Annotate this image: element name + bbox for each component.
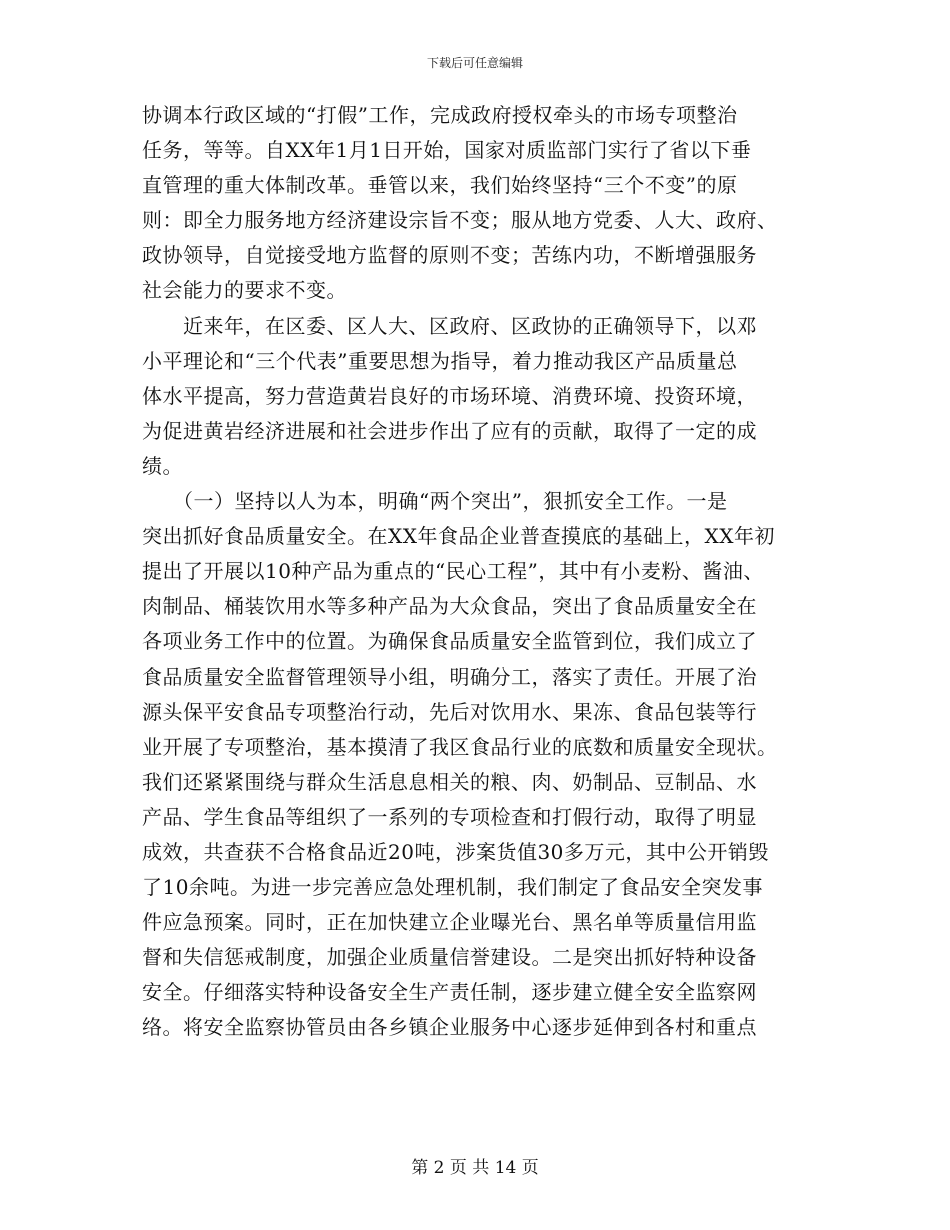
body-line: （一）坚持以人为本，明确“两个突出”，狠抓安全工作。一是 xyxy=(142,489,728,514)
body-line: 源头保平安食品专项整治行动，先后对饮用水、果冻、食品包装等行 xyxy=(142,699,757,724)
body-line: 安全。仔细落实特种设备安全生产责任制，逐步建立健全安全监察网 xyxy=(142,980,757,1005)
body-line: 成效，共查获不合格食品近20吨，涉案货值30多万元，其中公开销毁 xyxy=(142,839,769,864)
body-line: 了10余吨。为进一步完善应急处理机制，我们制定了食品安全突发事 xyxy=(142,875,763,900)
body-line: 食品质量安全监督管理领导小组，明确分工，落实了责任。开展了治 xyxy=(142,664,757,689)
body-line: 小平理论和“三个代表”重要思想为指导，着力推动我区产品质量总 xyxy=(142,348,738,373)
body-line: 社会能力的要求不变。 xyxy=(142,278,347,303)
body-line: 直管理的重大体制改革。垂管以来，我们始终坚持“三个不变”的原 xyxy=(142,173,738,198)
body-line: 突出抓好食品质量安全。在XX年食品企业普查摸底的基础上，XX年初 xyxy=(142,524,775,549)
body-line: 体水平提高，努力营造黄岩良好的市场环境、消费环境、投资环境， xyxy=(142,383,757,408)
body-line: 近来年，在区委、区人大、区政府、区政协的正确领导下，以邓 xyxy=(142,313,757,338)
body-line: 协调本行政区域的“打假”工作，完成政府授权牵头的市场专项整治 xyxy=(142,103,738,127)
body-line: 政协领导，自觉接受地方监督的原则不变；苦练内功，不断增强服务 xyxy=(142,243,757,268)
body-line: 则：即全力服务地方经济建设宗旨不变；服从地方党委、人大、政府、 xyxy=(142,208,778,233)
body-line: 我们还紧紧围绕与群众生活息息相关的粮、肉、奶制品、豆制品、水 xyxy=(142,769,757,794)
body-line: 肉制品、桶装饮用水等多种产品为大众食品，突出了食品质量安全在 xyxy=(142,594,757,619)
body-line: 件应急预案。同时，正在加快建立企业曝光台、黑名单等质量信用监 xyxy=(142,910,757,935)
body-line: 业开展了专项整治，基本摸清了我区食品行业的底数和质量安全现状。 xyxy=(142,734,778,759)
body-line: 提出了开展以10种产品为重点的“民心工程”，其中有小麦粉、酱油、 xyxy=(142,559,764,584)
body-line: 络。将安全监察协管员由各乡镇企业服务中心逐步延伸到各村和重点 xyxy=(142,1015,757,1040)
page-footer: 第 2 页 共 14 页 xyxy=(411,1158,539,1178)
body-line: 督和失信惩戒制度，加强企业质量信誉建设。二是突出抓好特种设备 xyxy=(142,945,757,970)
document-body xyxy=(142,98,822,1046)
body-line: 为促进黄岩经济进展和社会进步作出了应有的贡献，取得了一定的成 xyxy=(142,418,757,443)
page-header: 下载后可任意编辑 xyxy=(426,56,523,70)
body-line: 绩。 xyxy=(142,453,183,478)
body-line: 各项业务工作中的位置。为确保食品质量安全监管到位，我们成立了 xyxy=(142,629,757,654)
body-line: 任务，等等。自XX年1月1日开始，国家对质监部门实行了省以下垂 xyxy=(142,138,752,163)
body-line: 产品、学生食品等组织了一系列的专项检查和打假行动，取得了明显 xyxy=(142,804,757,829)
